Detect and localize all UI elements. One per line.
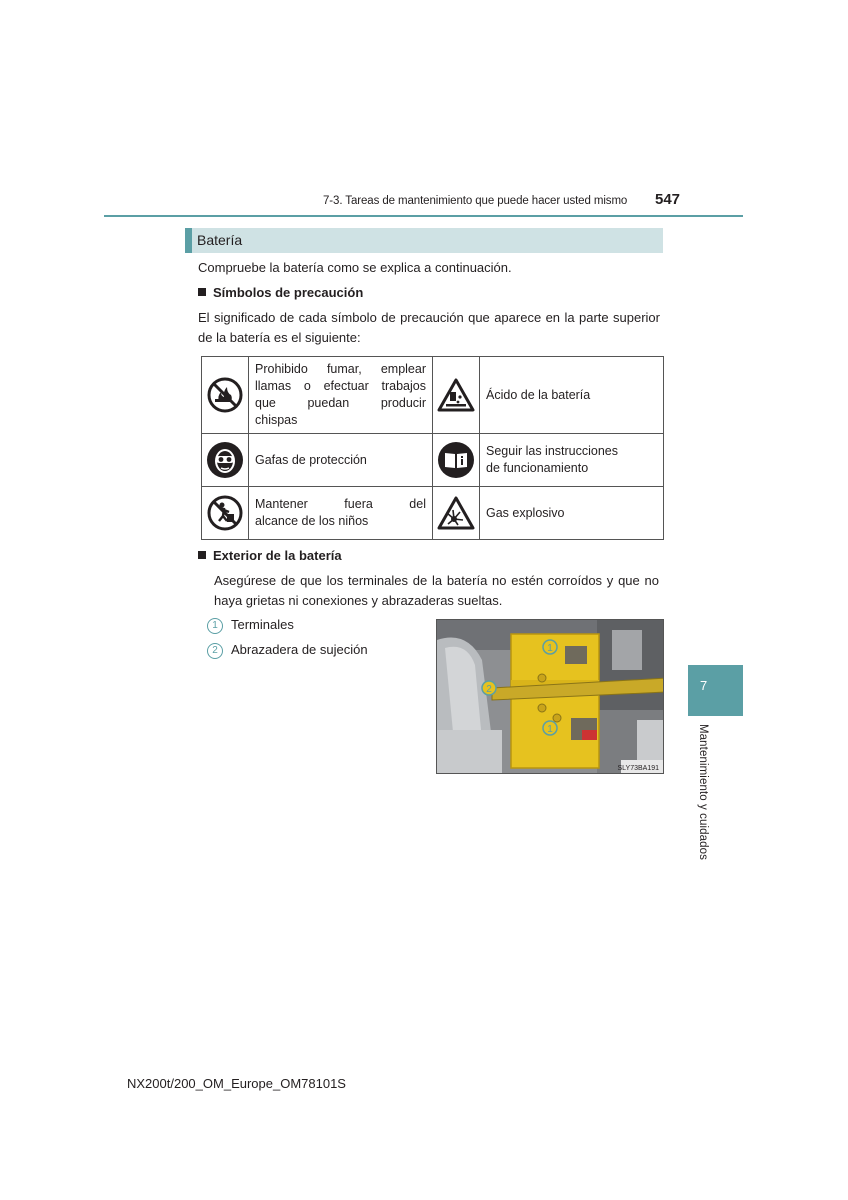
callout-number: 2 <box>207 643 223 659</box>
description-line: Ácido de la batería <box>486 387 591 402</box>
callout-label: Abrazadera de sujeción <box>231 642 368 657</box>
precaution-intro <box>198 308 660 348</box>
exterior-text-line2: haya grietas ni conexiones y abrazaderas sueltas. <box>214 593 503 608</box>
section-accent <box>185 228 192 253</box>
description-line: Mantener fuera del <box>255 497 426 511</box>
description-line: alcance de los niños <box>255 514 369 528</box>
battery-photo <box>436 619 664 774</box>
symbol-description <box>249 434 433 487</box>
symbol-description <box>249 357 433 434</box>
symbol-cell <box>202 487 249 540</box>
table-row <box>202 487 664 540</box>
precaution-intro-line1: El significado de cada símbolo de precaución que aparece en la parte superior <box>198 310 660 325</box>
svg-text:2: 2 <box>486 684 492 695</box>
section-title-bar <box>185 228 663 253</box>
no-smoking-flames-icon <box>206 376 244 414</box>
symbol-cell <box>202 434 249 487</box>
exterior-text-line1: Asegúrese de que los terminales de la batería no estén corroídos y que no <box>214 573 659 588</box>
battery-acid-icon <box>436 377 476 413</box>
chapter-tab-number: 7 <box>700 678 708 693</box>
callout-item <box>207 615 368 635</box>
precaution-intro-line2: de la batería es el siguiente: <box>198 330 361 345</box>
description-line: Seguir las instrucciones <box>486 444 619 458</box>
callout-item <box>207 640 368 660</box>
header-rule <box>104 215 743 217</box>
symbol-cell <box>433 434 480 487</box>
exterior-heading <box>198 548 342 563</box>
keep-away-children-icon <box>206 494 244 532</box>
symbol-description <box>480 487 664 540</box>
callout-list <box>207 615 368 660</box>
description-line: Prohibido fumar, emplear <box>255 362 426 376</box>
square-bullet-icon <box>198 288 206 296</box>
symbol-description <box>480 357 664 434</box>
symbol-cell <box>202 357 249 434</box>
callout-number: 1 <box>207 618 223 634</box>
table-row <box>202 434 664 487</box>
precaution-heading <box>198 285 363 300</box>
battery-illustration <box>437 620 663 773</box>
table-row <box>202 357 664 434</box>
section-title: Batería <box>197 232 243 248</box>
description-line: de funcionamiento <box>486 461 589 475</box>
symbol-cell <box>433 357 480 434</box>
svg-text:1: 1 <box>547 643 553 654</box>
description-line: llamas o efectuar trabajos <box>255 379 426 393</box>
page-number: 547 <box>655 191 681 208</box>
chapter-title: 7-3. Tareas de mantenimiento que puede hacer usted mismo <box>323 195 628 207</box>
svg-text:1: 1 <box>547 724 553 735</box>
explosive-gas-icon <box>436 495 476 531</box>
safety-goggles-icon <box>206 441 244 479</box>
description-line: que puedan producir <box>255 396 426 410</box>
symbol-description <box>480 434 664 487</box>
chapter-tab[interactable] <box>688 665 743 716</box>
description-line: Gafas de protección <box>255 452 367 467</box>
description-line: chispas <box>255 413 298 427</box>
precaution-heading-text: Símbolos de precaución <box>213 285 364 300</box>
chapter-tab-label: Mantenimiento y cuidados <box>697 724 709 861</box>
symbol-description <box>249 487 433 540</box>
callout-label: Terminales <box>231 617 294 632</box>
section-intro: Compruebe la batería como se explica a continuación. <box>198 260 512 275</box>
image-code: SLY73BA191 <box>617 765 659 772</box>
square-bullet-icon <box>198 551 206 559</box>
description-line: Gas explosivo <box>486 505 565 520</box>
operating-instructions-icon <box>437 441 475 479</box>
exterior-text <box>214 571 659 611</box>
symbol-cell <box>433 487 480 540</box>
footer-doc-code: NX200t/200_OM_Europe_OM78101S <box>127 1076 346 1091</box>
exterior-heading-text: Exterior de la batería <box>213 548 342 563</box>
symbols-table <box>201 356 664 540</box>
